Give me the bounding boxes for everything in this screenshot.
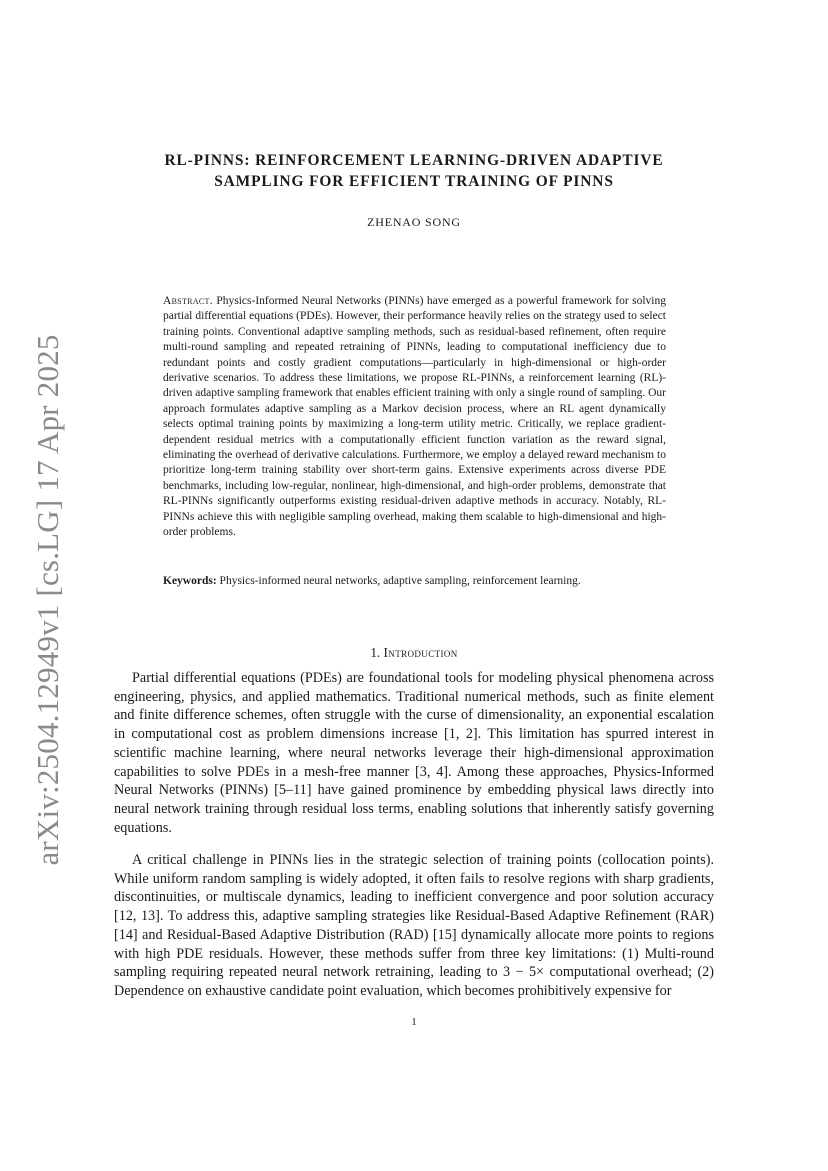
body-paragraph: A critical challenge in PINNs lies in the strategic selection of training points (collocation points). While uniform random sampling is widely adopted, it often fails to resolve regions with sharp gradients, discontinuities, or multiscale dynamics, leading to inefficient convergence and poor solution accuracy [12, 13]. To address this, adaptive sampling strategies like Residual-Based Adaptive Refinement (RAR) [14] and Residual-Based Adaptive Distribution (RAD) [15] dynamically allocate more points to regions with high PDE residuals. However, these methods suffer from three key limitations: (1) Multi-round sampling requiring repeated neural network retraining, leading to 3 − 5× computational overhead; (2) Dependence on exhaustive candidate point evaluation, which becomes prohibitively expensive for <box>114 852 714 999</box>
arxiv-identifier: arXiv:2504.12949v1 [cs.LG] 17 Apr 2025 <box>30 334 65 866</box>
abstract-text: Physics-Informed Neural Networks (PINNs) have emerged as a powerful framework for solving partial differential equations (PDEs). However, their performance heavily relies on the strategy used to select training points. Conventional adaptive sampling methods, such as residual-based refinement, often require multi-round sampling and repeated retraining of PINNs, leading to computational inefficiency due to redundant points and costly gradient computations—particularly in high-dimensional or high-order derivative scenarios. To address these limitations, we propose RL-PINNs, a reinforcement learning (RL)-driven adaptive sampling framework that enables efficient training with only a single round of sampling. Our approach formulates adaptive sampling as a Markov decision process, where an RL agent dynamically selects optimal training points by maximizing a long-term utility metric. Critically, we replace gradient-dependent residual metrics with a computationally efficient function variation as the reward signal, eliminating the overhead of derivative calculations. Furthermore, we employ a delayed reward mechanism to prioritize long-term training stability over short-term gains. Extensive experiments across diverse PDE benchmarks, including low-regular, nonlinear, high-dimensional, and high-order problems, demonstrate that RL-PINNs significantly outperforms existing residual-driven adaptive methods in accuracy. Notably, RL-PINNs achieve this with negligible sampling overhead, making them scalable to high-dimensional and high-order problems. <box>163 295 666 539</box>
author-name: ZHENAO SONG <box>367 215 461 229</box>
keywords-text: Physics-informed neural networks, adaptive sampling, reinforcement learning. <box>219 575 581 587</box>
keywords-label: Keywords: <box>163 575 217 587</box>
section-number: 1. <box>370 645 381 660</box>
page-number: 1 <box>411 1016 417 1028</box>
section-title: Introduction <box>383 645 458 660</box>
body-paragraph: Partial differential equations (PDEs) are foundational tools for modeling physical phenomena across engineering, physics, and applied mathematics. Traditional numerical methods, such as finite element and finite difference schemes, often struggle with the curse of dimensionality, an exponential escalation in computational cost as problem dimensions increase [1, 2]. This limitation has spurred interest in scientific machine learning, where neural networks leverage their high-dimensional approximation capabilities to solve PDEs in a mesh-free manner [3, 4]. Among these approaches, Physics-Informed Neural Networks (PINNs) [5–11] have gained prominence by embedding physical laws directly into neural network training through residual loss terms, enabling solutions that inherently satisfy governing equations. <box>114 670 714 836</box>
keywords <box>163 574 666 589</box>
section-heading <box>110 645 718 661</box>
paper-title <box>110 150 718 192</box>
title-line: SAMPLING FOR EFFICIENT TRAINING OF PINNS <box>214 173 614 190</box>
title-line: RL-PINNS: REINFORCEMENT LEARNING-DRIVEN ADAPTIVE <box>164 152 664 169</box>
abstract <box>163 294 666 541</box>
abstract-label: Abstract. <box>163 295 213 307</box>
